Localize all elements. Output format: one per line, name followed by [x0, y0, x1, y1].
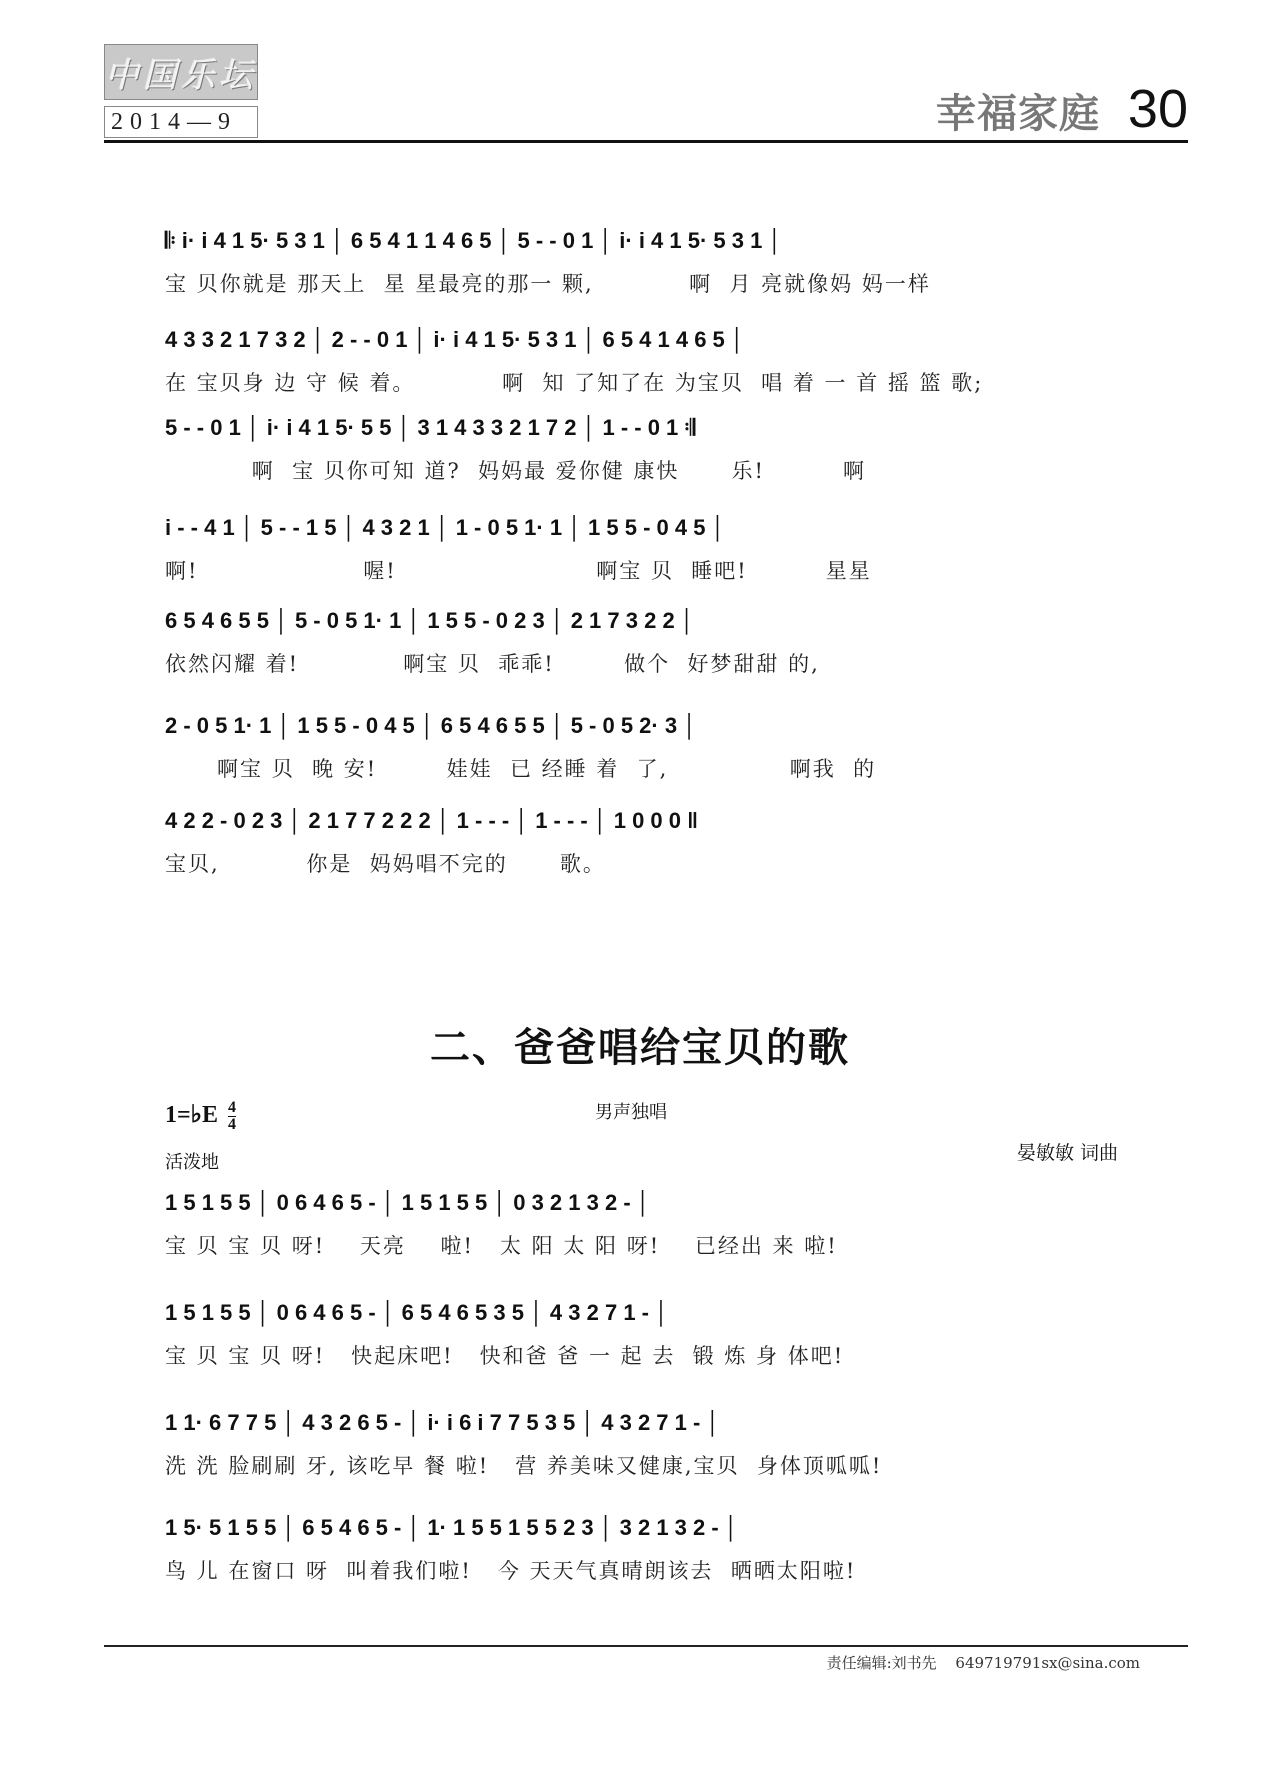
- lyrics: 宝 贝 宝 贝 呀! 天亮 啦! 太 阳 太 阳 呀! 已经出 来 啦!: [165, 1234, 838, 1258]
- magazine-logo: 中国乐坛: [104, 44, 258, 100]
- notation: 4 2 2 - 0 2 3 │ 2 1 7 7 2 2 2 │ 1 - - - │ 1 - - - │ 1 0 0 0 ‖: [165, 808, 699, 833]
- credits: 晏敏敏 词曲: [1016, 1142, 1118, 1164]
- header-rule: [104, 140, 1188, 143]
- section-title: 幸福家庭: [936, 91, 1100, 137]
- song2-line-3: [165, 1410, 1135, 1486]
- masthead: [104, 44, 258, 138]
- lyrics: 洗 洗 脸刷刷 牙, 该吃早 餐 啦! 营 养美味又健康,宝贝 身体顶呱呱!: [165, 1454, 883, 1478]
- notation: 2 - 0 5 1· 1 │ 1 5 5 - 0 4 5 │ 6 5 4 6 5 5 │ 5 - 0 5 2· 3 │: [165, 713, 697, 738]
- lyrics: 在 宝贝身 边 守 候 着。 啊 知 了知了在 为宝贝 唱 着 一 首 摇 篮 歌;: [165, 371, 984, 395]
- notation: 1 5· 5 1 5 5 │ 6 5 4 6 5 - │ 1· 1 5 5 1 5 5 2 3 │ 3 2 1 3 2 - │: [165, 1515, 739, 1540]
- lyrics: 依然闪耀 着! 啊宝 贝 乖乖! 做个 好梦甜甜 的,: [165, 652, 820, 676]
- lyrics: 鸟 儿 在窗口 呀 叫着我们啦! 今 天天气真晴朗该去 晒晒太阳啦!: [165, 1559, 857, 1583]
- notation: 𝄆 i· i 4 1 5· 5 3 1 │ 6 5 4 1 1 4 6 5 │ 5 - - 0 1 │ i· i 4 1 5· 5 3 1 │: [165, 228, 783, 253]
- song1-line-1: [165, 228, 1135, 304]
- song2-title: 二、爸爸唱给宝贝的歌: [430, 1025, 850, 1071]
- song2-line-1: [165, 1190, 1135, 1266]
- lyrics: 啊! 喔! 啊宝 贝 睡吧! 星星: [165, 559, 872, 583]
- page-number: 30: [1127, 79, 1188, 139]
- footer-rule: [104, 1645, 1188, 1647]
- key: 1=♭E: [165, 1102, 219, 1129]
- time-signature: $\frac{4}{4}$: [228, 1099, 237, 1133]
- editor-email: 649719791sx@sina.com: [955, 1654, 1140, 1672]
- issue-date: 2014—9: [104, 106, 258, 138]
- song2-line-2: [165, 1300, 1135, 1376]
- lyrics: 宝贝, 你是 妈妈唱不完的 歌。: [165, 852, 606, 876]
- notation: 5 - - 0 1 │ i· i 4 1 5· 5 5 │ 3 1 4 3 3 2 1 7 2 │ 1 - - 0 1 𝄇: [165, 415, 696, 440]
- tempo-marking: 活泼地: [165, 1152, 219, 1173]
- voice-type: 男声独唱: [595, 1102, 667, 1123]
- song1-line-3: [165, 415, 1135, 491]
- song1-line-4: [165, 515, 1135, 591]
- lyrics: 宝 贝你就是 那天上 星 星最亮的那一 颗, 啊 月 亮就像妈 妈一样: [165, 272, 931, 296]
- notation: 1 5 1 5 5 │ 0 6 4 6 5 - │ 6 5 4 6 5 3 5 │ 4 3 2 7 1 - │: [165, 1300, 669, 1325]
- song1-line-6: [165, 713, 1135, 789]
- song1-line-7: [165, 808, 1135, 884]
- notation: 6 5 4 6 5 5 │ 5 - 0 5 1· 1 │ 1 5 5 - 0 2 3 │ 2 1 7 3 2 2 │: [165, 608, 695, 633]
- notation: 1 1· 6 7 7 5 │ 4 3 2 6 5 - │ i· i 6 i 7 7 5 3 5 │ 4 3 2 7 1 - │: [165, 1410, 721, 1435]
- lyrics: 宝 贝 宝 贝 呀! 快起床吧! 快和爸 爸 一 起 去 锻 炼 身 体吧!: [165, 1344, 845, 1368]
- notation: 1 5 1 5 5 │ 0 6 4 6 5 - │ 1 5 1 5 5 │ 0 3 2 1 3 2 - │: [165, 1190, 651, 1215]
- lyrics: 啊 宝 贝你可知 道? 妈妈最 爱你健 康快 乐! 啊: [165, 459, 866, 483]
- notation: i - - 4 1 │ 5 - - 1 5 │ 4 3 2 1 │ 1 - 0 5 1· 1 │ 1 5 5 - 0 4 5 │: [165, 515, 726, 540]
- song1-line-2: [165, 327, 1135, 403]
- editor-credit: 责任编辑:刘书先: [826, 1654, 937, 1672]
- lyrics: 啊宝 贝 晚 安! 娃娃 已 经睡 着 了, 啊我 的: [165, 757, 877, 781]
- song1-line-5: [165, 608, 1135, 684]
- notation: 4 3 3 2 1 7 3 2 │ 2 - - 0 1 │ i· i 4 1 5· 5 3 1 │ 6 5 4 1 4 6 5 │: [165, 327, 745, 352]
- footer: [827, 1652, 1140, 1673]
- song2-line-4: [165, 1515, 1135, 1591]
- key-signature: [165, 1100, 236, 1133]
